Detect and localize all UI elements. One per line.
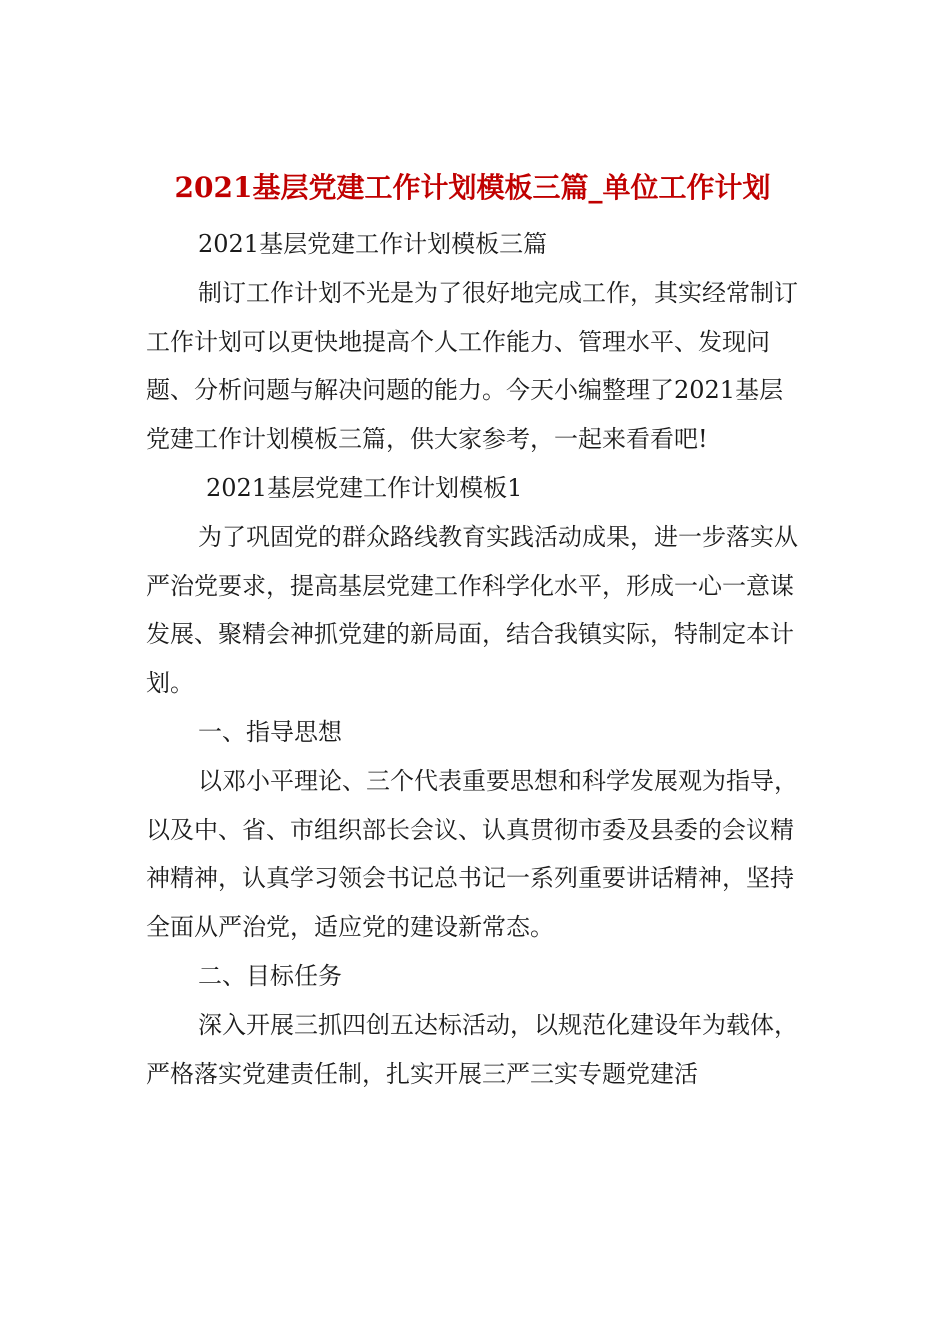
purpose-paragraph: 为了巩固党的群众路线教育实践活动成果，进一步落实从严治党要求，提高基层党建工作科学化水平，形成一心一意谋发展、聚精会神抓党建的新局面，结合我镇实际，特制定本计划。 [146, 522, 798, 698]
document-body [146, 220, 806, 1098]
document-title: 2021基层党建工作计划模板三篇_单位工作计划 [174, 171, 771, 204]
section-heading-goals: 二、目标任务 [198, 961, 342, 990]
section-heading-guiding-ideology: 一、指导思想 [198, 717, 342, 746]
template-heading: 2021基层党建工作计划模板1 [206, 473, 523, 502]
guiding-ideology-paragraph: 以邓小平理论、三个代表重要思想和科学发展观为指导，以及中、省、市组织部长会议、认真贯彻市委及县委的会议精神精神，认真学习领会书记总书记一系列重要讲话精神，坚持全面从严治党，适应党的建设新常态。 [146, 766, 798, 942]
goals-paragraph: 深入开展三抓四创五达标活动，以规范化建设年为载体，严格落实党建责任制，扎实开展三严三实专题党建活 [146, 1010, 798, 1088]
subtitle-paragraph: 2021基层党建工作计划模板三篇 [198, 230, 548, 258]
intro-paragraph: 制订工作计划不光是为了很好地完成工作，其实经常制订工作计划可以更快地提高个人工作能力、管理水平、发现问题、分析问题与解决问题的能力。今天小编整理了2021基层党建工作计划模板三篇，供大家参考，一起来看看吧! [146, 278, 798, 454]
